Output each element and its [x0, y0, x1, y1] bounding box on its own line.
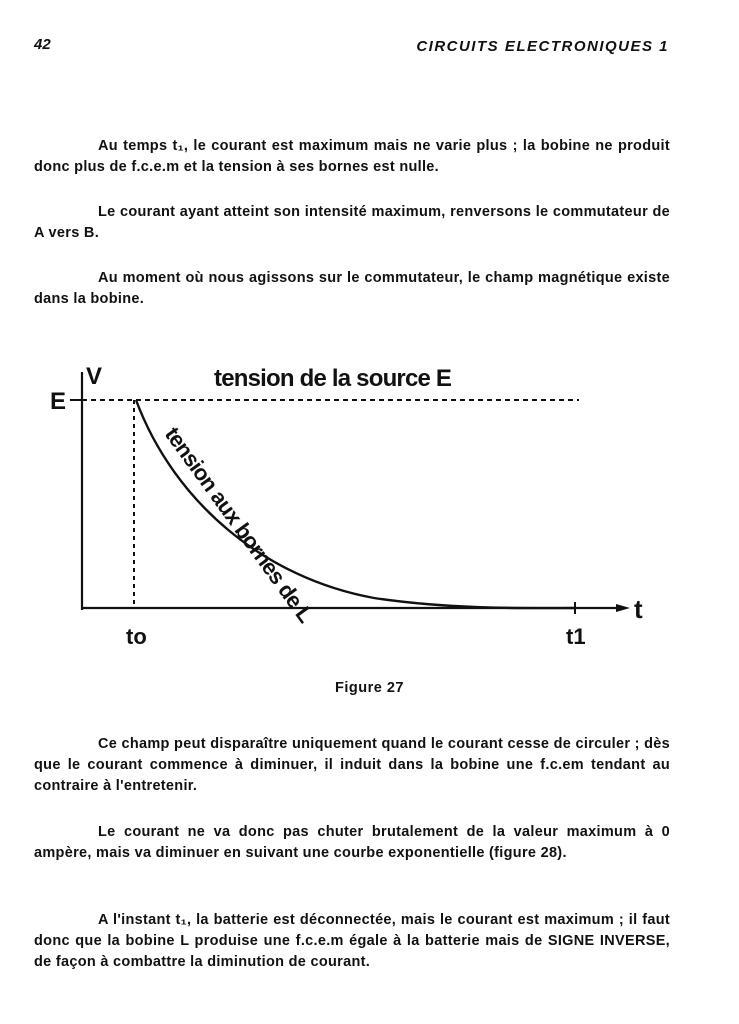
paragraph-3 — [34, 268, 670, 310]
t-axis-label: t — [634, 594, 643, 624]
paragraph-5 — [34, 822, 670, 864]
paragraph-1-text: Au temps t₁, le courant est maximum mais ne varie plus ; la bobine ne produit donc plus de f.c.e.m et la tension à ses bornes est nulle. — [34, 138, 670, 175]
figure-caption: Figure 27 — [335, 680, 404, 696]
paragraph-3-text: Au moment où nous agissons sur le commutateur, le champ magnétique existe dans la bobine. — [34, 270, 670, 307]
source-voltage-label: tension de la source E — [214, 365, 452, 392]
paragraph-6 — [34, 910, 670, 973]
v-axis-label: V — [86, 363, 103, 390]
paragraph-2-text: Le courant ayant atteint son intensité maximum, renversons le commutateur de A vers B. — [34, 204, 670, 241]
inductor-voltage-curve — [136, 400, 575, 608]
paragraph-1 — [34, 136, 670, 178]
t1-label: t1 — [566, 624, 586, 649]
inductor-voltage-label: tension aux bornes de L — [159, 422, 319, 627]
running-header: CIRCUITS ELECTRONIQUES 1 — [416, 38, 669, 55]
page-number: 42 — [34, 36, 51, 53]
figure-27 — [34, 352, 674, 662]
paragraph-4-text: Ce champ peut disparaître uniquement quand le courant cesse de circuler ; dès que le courant commence à diminuer, il induit dans la bobine une f.c.em tendant au contraire à l'entretenir. — [34, 736, 670, 794]
t-axis-arrow — [616, 604, 630, 612]
figure-27-diagram — [34, 352, 674, 662]
paragraph-4 — [34, 734, 670, 797]
t0-label: to — [126, 624, 147, 649]
e-level-label: E — [50, 388, 67, 415]
paragraph-2 — [34, 202, 670, 244]
paragraph-5-text: Le courant ne va donc pas chuter brutalement de la valeur maximum à 0 ampère, mais va diminuer en suivant une courbe exponentielle (figure 28). — [34, 824, 670, 861]
paragraph-6-text: A l'instant t₁, la batterie est déconnectée, mais le courant est maximum ; il faut donc que la bobine L produise une f.c.e.m égale à la batterie mais de SIGNE INVERSE, de façon à combattre la diminution de courant. — [34, 912, 670, 970]
